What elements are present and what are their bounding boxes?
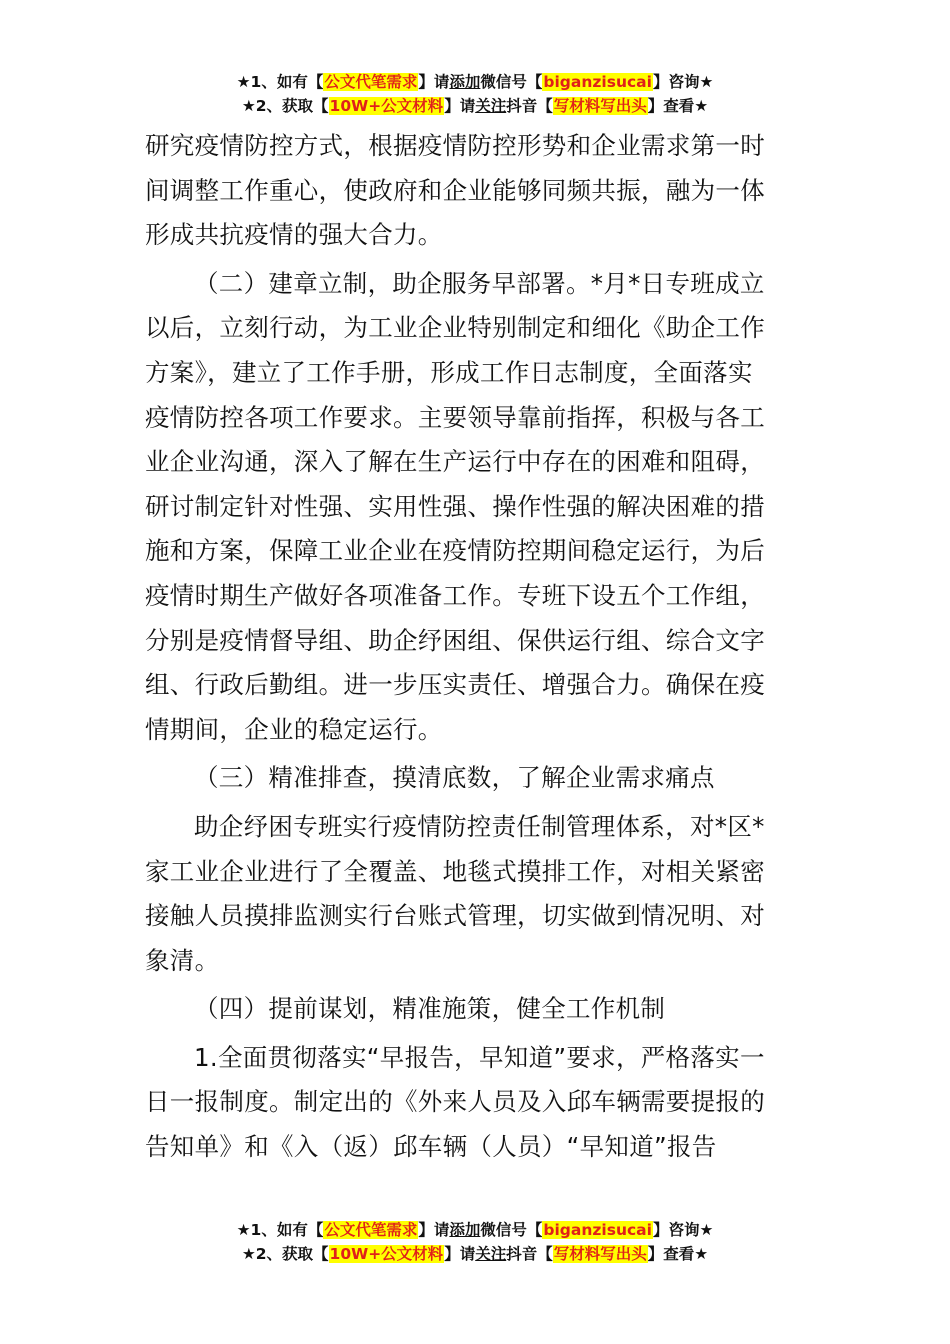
text-line: 助企纾困专班实行疫情防控责任制管理体系，对*区* (194, 811, 765, 841)
text-line: 研讨制定针对性强、实用性强、操作性强的解决困难的措 (145, 491, 765, 521)
banner-text: 】咨询★ (652, 73, 714, 91)
banner-highlight-douyin-account: 写材料写出头 (553, 97, 647, 115)
header-banner (0, 70, 950, 118)
banner-line-1 (0, 70, 950, 94)
heading-line: （三）精准排查，摸清底数，了解企业需求痛点 (194, 763, 715, 793)
text-line: 以后，立刻行动，为工业企业特别制定和细化《助企工作 (145, 313, 765, 343)
text-line: 组、行政后勤组。进一步压实责任、增强合力。确保在疫 (145, 670, 765, 700)
paragraph-continuation (145, 124, 809, 258)
paragraph-section-4-item-1 (145, 1036, 809, 1170)
banner-highlight-service: 公文代笔需求 (324, 73, 418, 91)
banner-highlight-wechat-id: biganzisucai (543, 1221, 652, 1239)
text-line: 家工业企业进行了全覆盖、地毯式摸排工作，对相关紧密 (145, 856, 765, 886)
banner-underlined-text: 添加 (449, 1221, 481, 1239)
banner-text: 】查看★ (647, 97, 709, 115)
banner-text: 抖音【 (506, 97, 553, 115)
banner-text: ★2、获取【 (241, 97, 329, 115)
banner-text: 】请 (418, 1221, 450, 1239)
banner-text: 】请 (444, 1245, 476, 1263)
banner-line-1 (0, 1218, 950, 1242)
text-line: 间调整工作重心，使政府和企业能够同频共振，融为一体 (145, 175, 765, 205)
banner-highlight-materials: 10W+公文材料 (329, 97, 444, 115)
banner-underlined-text: 关注 (475, 1245, 507, 1263)
banner-text: ★2、获取【 (241, 1245, 329, 1263)
banner-text: 微信号【 (480, 1221, 543, 1239)
text-line: 研究疫情防控方式，根据疫情防控形势和企业需求第一时 (145, 131, 765, 160)
banner-text: 微信号【 (480, 73, 543, 91)
banner-text: 】请 (418, 73, 450, 91)
text-line: 方案》，建立了工作手册，形成工作日志制度，全面落实 (145, 357, 753, 387)
text-line: 形成共抗疫情的强大合力。 (145, 220, 443, 250)
paragraph-section-3 (145, 805, 809, 983)
banner-line-2 (0, 1242, 950, 1266)
text-line: 接触人员摸排监测实行台账式管理，切实做到情况明、对 (145, 901, 765, 931)
banner-underlined-text: 关注 (475, 97, 507, 115)
text-line: 疫情时期生产做好各项准备工作。专班下设五个工作组， (145, 580, 765, 610)
footer-banner (0, 1218, 950, 1266)
text-line: 日一报制度。制定出的《外来人员及入邱车辆需要提报的 (145, 1087, 765, 1117)
banner-highlight-materials: 10W+公文材料 (329, 1245, 444, 1263)
text-line: 施和方案，保障工业企业在疫情防控期间稳定运行，为后 (145, 536, 765, 566)
text-line: 1.全面贯彻落实“早报告，早知道”要求，严格落实一 (194, 1042, 765, 1072)
banner-text: 】请 (444, 97, 476, 115)
banner-highlight-wechat-id: biganzisucai (543, 73, 652, 91)
banner-text: 抖音【 (506, 1245, 553, 1263)
banner-text: 】查看★ (647, 1245, 709, 1263)
text-line: 疫情防控各项工作要求。主要领导靠前指挥，积极与各工 (145, 402, 765, 432)
text-line: 业企业沟通，深入了解在生产运行中存在的困难和阻碍， (145, 447, 765, 477)
banner-text: ★1、如有【 (236, 73, 324, 91)
paragraph-section-2 (145, 262, 809, 753)
text-line: 分别是疫情督导组、助企纾困组、保供运行组、综合文字 (145, 625, 765, 655)
banner-highlight-douyin-account: 写材料写出头 (553, 1245, 647, 1263)
banner-text: 】咨询★ (652, 1221, 714, 1239)
section-heading-3 (145, 756, 809, 801)
text-line: （二）建章立制，助企服务早部署。*月*日专班成立 (194, 268, 765, 298)
section-heading-4 (145, 987, 809, 1032)
text-line: 告知单》和《入（返）邱车辆（人员）“早知道”报告 (145, 1132, 717, 1162)
banner-highlight-service: 公文代笔需求 (324, 1221, 418, 1239)
heading-line: （四）提前谋划，精准施策，健全工作机制 (194, 994, 666, 1024)
text-line: 情期间，企业的稳定运行。 (145, 714, 443, 744)
document-body (145, 124, 809, 1174)
banner-text: ★1、如有【 (236, 1221, 324, 1239)
banner-underlined-text: 添加 (449, 73, 481, 91)
banner-line-2 (0, 94, 950, 118)
text-line: 象清。 (145, 945, 220, 975)
